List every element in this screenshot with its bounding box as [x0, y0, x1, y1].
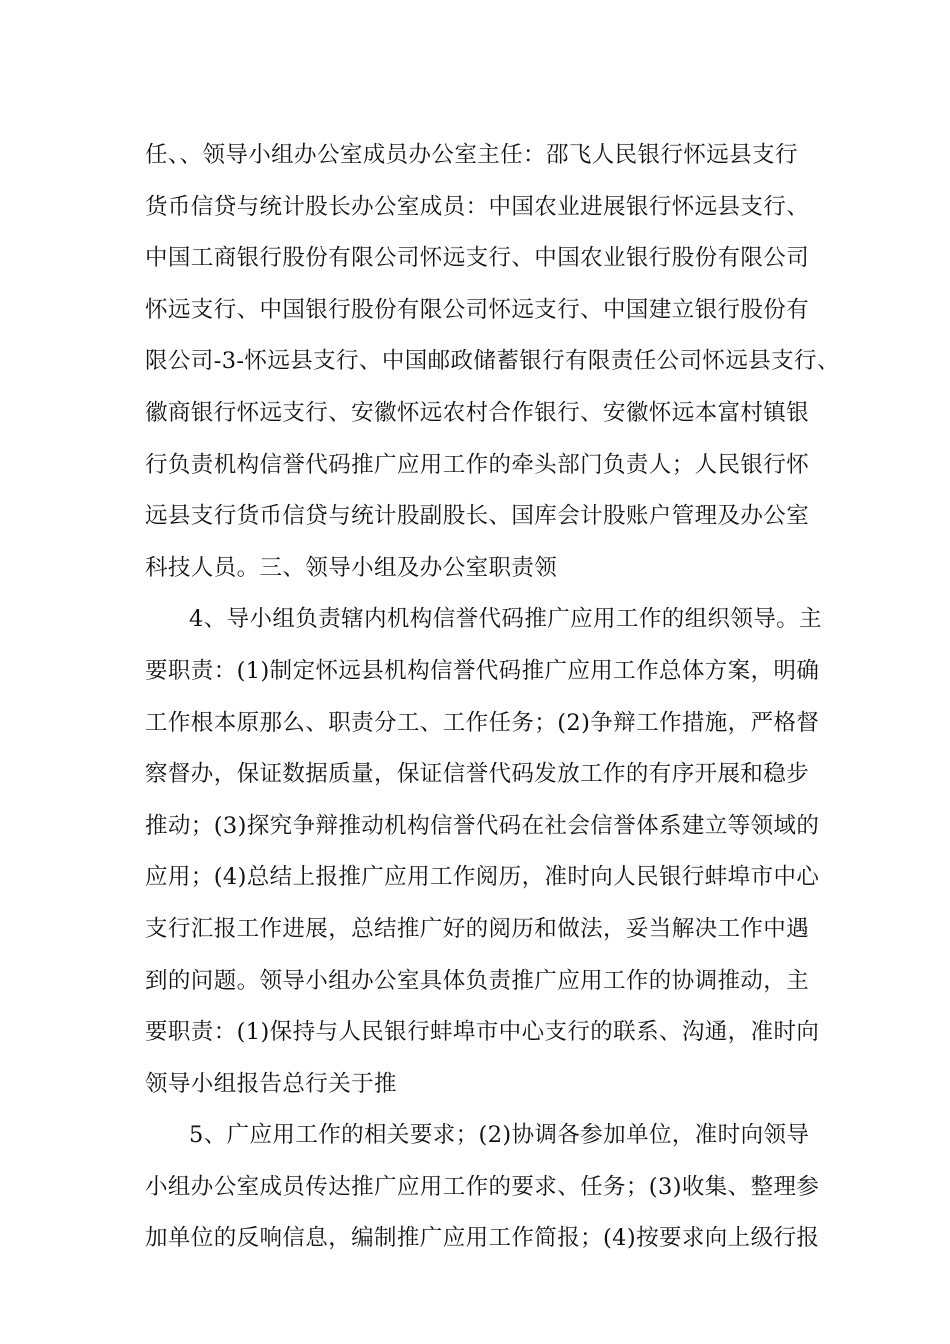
text-line: 加单位的反响信息，编制推广应用工作简报；(4)按要求向上级行报: [145, 1225, 820, 1252]
text-line: 支行汇报工作进展，总结推广好的阅历和做法，妥当解决工作中遇: [145, 915, 810, 942]
paragraph-start-line: 5、广应用工作的相关要求；(2)协调各参加单位，准时向领导: [189, 1122, 810, 1149]
text-line: 怀远支行、中国银行股份有限公司怀远支行、中国建立银行股份有: [145, 296, 810, 323]
text-line: 徽商银行怀远支行、安徽怀远农村合作银行、安徽怀远本富村镇银: [145, 399, 810, 426]
text-line: 要职责：(1)保持与人民银行蚌埠市中心支行的联系、沟通，准时向: [145, 1019, 820, 1046]
text-line: 要职责：(1)制定怀远县机构信誉代码推广应用工作总体方案，明确: [145, 657, 820, 684]
text-line: 远县支行货币信贷与统计股副股长、国库会计股账户管理及办公室: [145, 503, 810, 530]
text-line: 察督办，保证数据质量，保证信誉代码发放工作的有序开展和稳步: [145, 761, 810, 788]
text-line: 限公司-3-怀远县支行、中国邮政储蓄银行有限责任公司怀远县支行、: [145, 348, 840, 375]
text-line: 推动；(3)探究争辩推动机构信誉代码在社会信誉体系建立等领域的: [145, 812, 820, 839]
text-line: 货币信贷与统计股长办公室成员：中国农业进展银行怀远县支行、: [145, 193, 810, 220]
text-line: 任、、领导小组办公室成员办公室主任：邵飞人民银行怀远县支行: [145, 142, 798, 168]
text-line: 小组办公室成员传达推广应用工作的要求、任务；(3)收集、整理参: [145, 1173, 820, 1200]
text-line: 行负责机构信誉代码推广应用工作的牵头部门负责人；人民银行怀: [145, 451, 810, 478]
document-body: [145, 130, 840, 1265]
text-line: 领导小组报告总行关于推: [145, 1070, 397, 1097]
text-line: 应用；(4)总结上报推广应用工作阅历，准时向人民银行蚌埠市中心: [145, 864, 820, 891]
text-line: 到的问题。领导小组办公室具体负责推广应用工作的协调推动，主: [145, 967, 810, 994]
text-line: 工作根本原那么、职责分工、工作任务；(2)争辩工作措施，严格督: [145, 709, 820, 736]
text-line: 科技人员。三、领导小组及办公室职责领: [145, 554, 558, 581]
text-line: 中国工商银行股份有限公司怀远支行、中国农业银行股份有限公司: [145, 245, 810, 272]
paragraph-start-line: 4、导小组负责辖内机构信誉代码推广应用工作的组织领导。主: [189, 606, 823, 633]
